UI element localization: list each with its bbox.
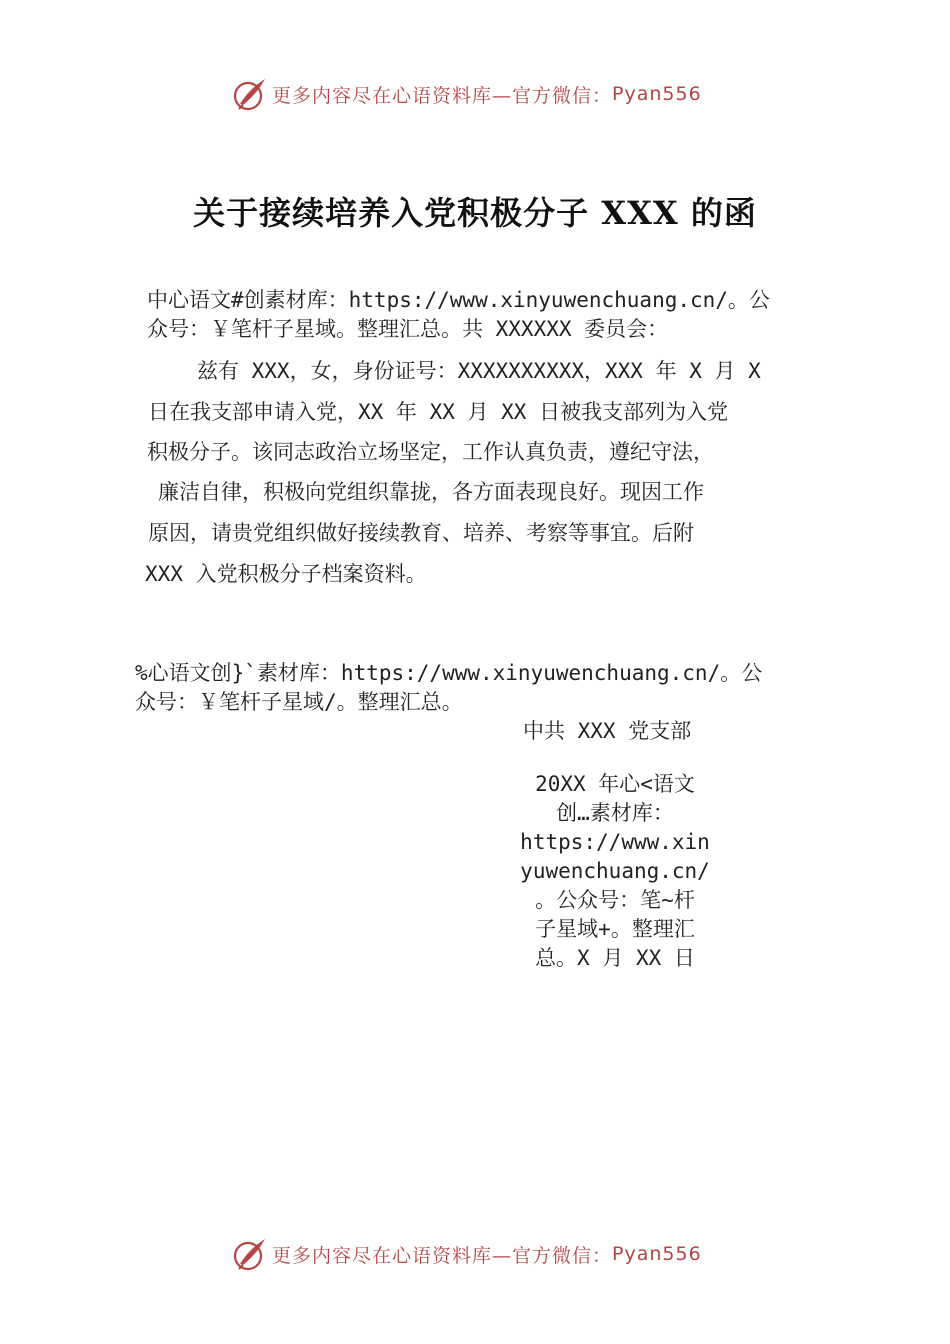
date-line: 子星域+。整理汇 xyxy=(535,917,695,941)
body-line: 原因，请贵党组织做好接续教育、培养、考察等事宜。后附 xyxy=(148,521,694,545)
date-line: 总。X 月 XX 日 xyxy=(535,946,695,970)
date-line: yuwenchuang.cn/ xyxy=(520,859,710,883)
header-banner xyxy=(232,74,702,114)
body-line: 廉洁自律，积极向党组织靠拢，各方面表现良好。现因工作 xyxy=(158,480,704,504)
body-line: 日在我支部申请入党，XX 年 XX 月 XX 日被我支部列为入党 xyxy=(148,400,729,424)
footer-line: %心语文创}`素材库：https://www.xinyuwenchuang.cn/。公 xyxy=(135,661,763,685)
date-line: 20XX 年心<语文 xyxy=(535,772,695,796)
quill-pen-logo-icon xyxy=(232,76,268,112)
date-line: 。公众号：笔~杆 xyxy=(535,888,695,912)
footer-banner xyxy=(232,1234,702,1274)
signature-org: 中共 XXX 党支部 xyxy=(523,719,692,743)
body-line: 兹有 XXX，女，身份证号：XXXXXXXXXX，XXX 年 X 月 X xyxy=(197,359,761,383)
date-line: https://www.xin xyxy=(520,830,710,854)
banner-text: 更多内容尽在心语资料库—官方微信： xyxy=(272,1244,613,1267)
banner-text: 更多内容尽在心语资料库—官方微信： xyxy=(272,84,613,107)
banner-wechat-id: Pyan556 xyxy=(612,83,702,105)
body-line: XXX 入党积极分子档案资料。 xyxy=(145,562,427,586)
banner-wechat-id: Pyan556 xyxy=(612,1243,702,1265)
date-line: 创…素材库： xyxy=(556,801,674,825)
document-title: 关于接续培养入党积极分子 XXX 的函 xyxy=(193,194,757,232)
body-line: 积极分子。该同志政治立场坚定，工作认真负责，遵纪守法， xyxy=(147,440,714,464)
header-line: 中心语文#创素材库：https://www.xinyuwenchuang.cn/。公 xyxy=(147,288,770,312)
footer-line: 众号：￥笔杆子星域/。整理汇总。 xyxy=(135,690,463,714)
header-line: 众号：￥笔杆子星域。整理汇总。共 XXXXXX 委员会： xyxy=(147,317,669,341)
signature-date xyxy=(510,770,720,973)
quill-pen-logo-icon xyxy=(232,1236,268,1272)
